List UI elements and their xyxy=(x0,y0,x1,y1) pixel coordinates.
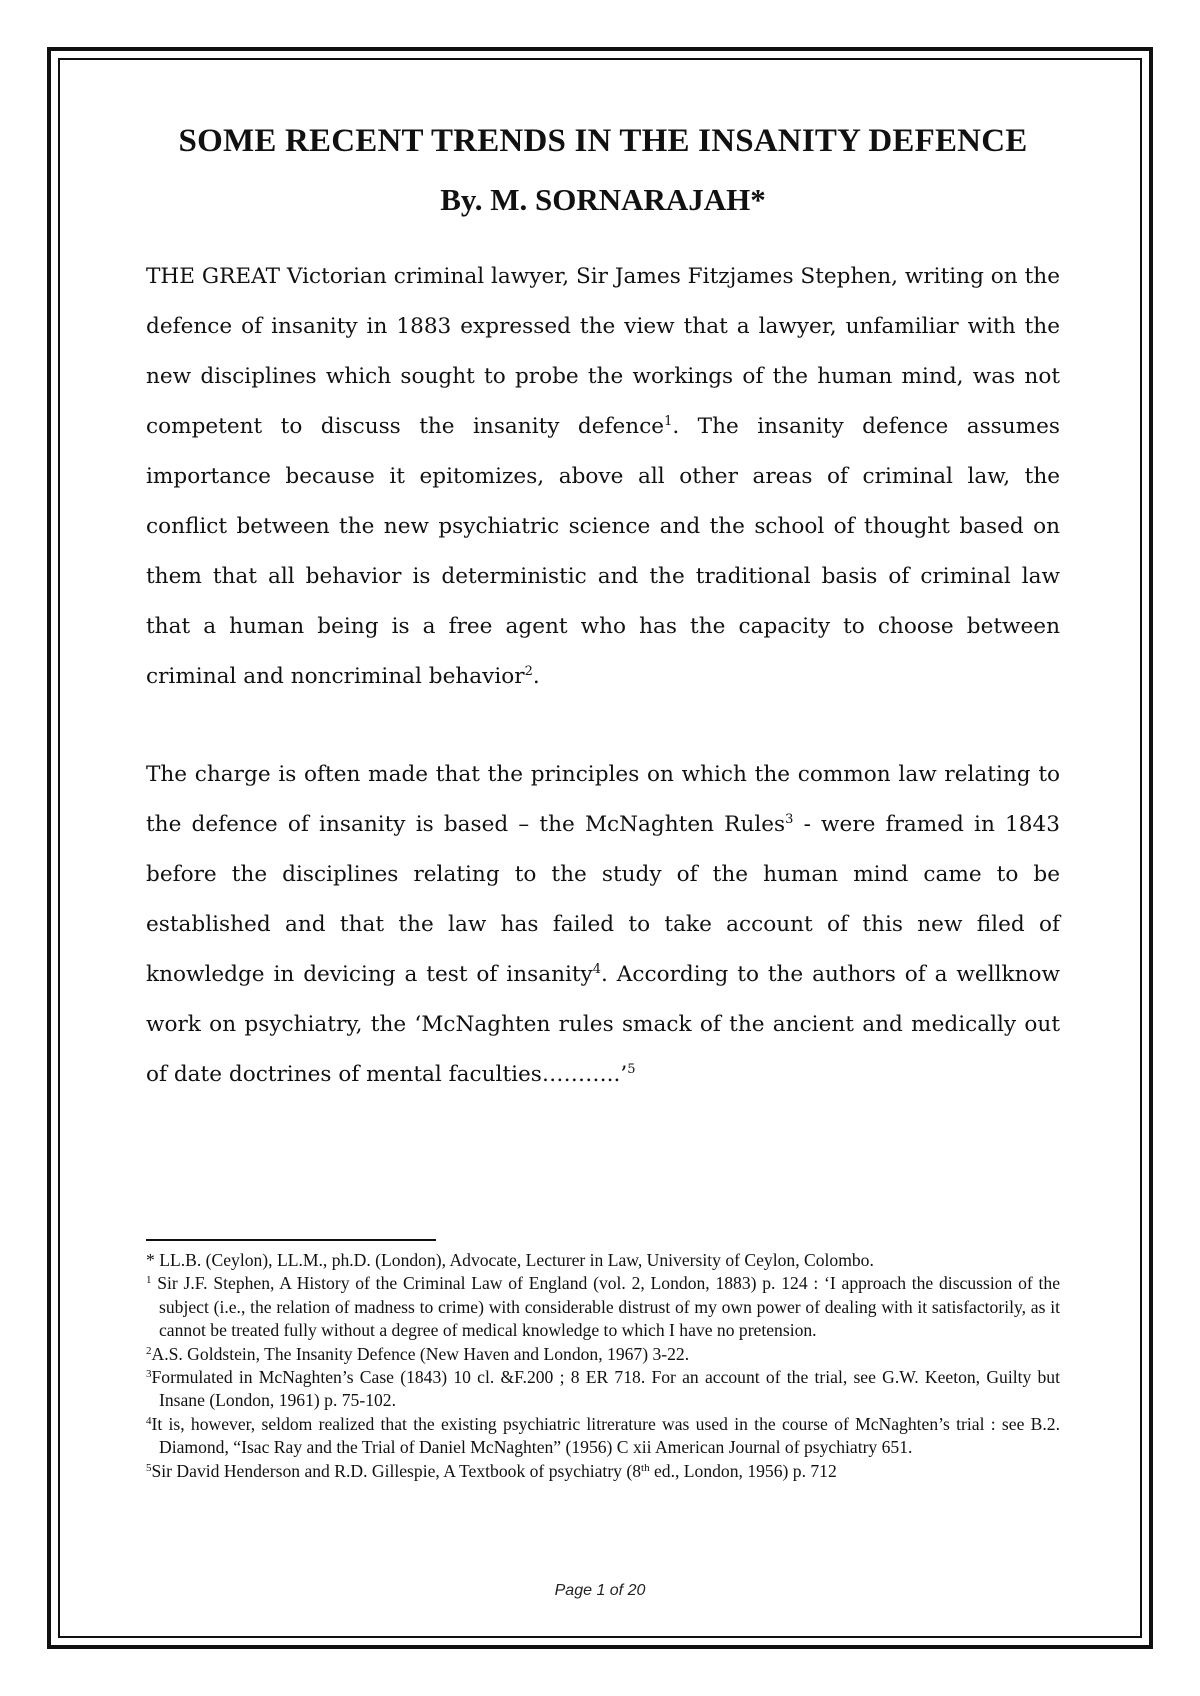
footnote-mark: 4 xyxy=(146,1414,152,1427)
footnote-separator xyxy=(146,1239,436,1241)
paragraph-1 xyxy=(146,252,1060,702)
footnote-author xyxy=(146,1249,1060,1272)
footnote-ref-2[interactable]: 2 xyxy=(524,664,533,679)
footnote-text-a: Sir David Henderson and R.D. Gillespie, A Textbook of psychiatry (8 xyxy=(151,1460,642,1481)
paragraph-1-text-c: . xyxy=(532,664,540,689)
footnote-mark: 5 xyxy=(146,1461,152,1474)
footnotes xyxy=(146,1249,1060,1483)
paragraph-1-text-b: . The insanity defence assumes importance because it epitomizes, above all other areas of criminal law, the conflict between the new psychiatric science and the school of thought based on them that all behavior is deterministic and the traditional basis of criminal law that a human being is a free agent who has the capacity to choose between criminal and noncriminal behavior xyxy=(146,414,1060,689)
page-number-footer: Page 1 of 20 xyxy=(554,1582,646,1599)
footnote-text: Formulated in McNaghten’s Case (1843) 10 cl. &F.200 ; 8 ER 718. For an account of the trial, see G.W. Keeton, Guilty but Insane (London, 1961) p. 75-102. xyxy=(151,1367,1060,1411)
footnote-5 xyxy=(146,1460,1060,1483)
footnote-mark: 2 xyxy=(146,1344,152,1357)
paragraph-1-text-a: THE GREAT Victorian criminal lawyer, Sir James Fitzjames Stephen, writing on the defence of insanity in 1883 expressed the view that a lawyer, unfamiliar with the new disciplines which sought to probe the workings of the human mind, was not competent to discuss the insanity defence xyxy=(146,264,1060,439)
footnote-text: It is, however, seldom realized that the existing psychiatric litrerature was used in the course of McNaghten’s trial : see B.2. Diamond, “Isac Ray and the Trial of Daniel McNaghten” (1956) C xii American Journal of psychiatry 651. xyxy=(151,1413,1060,1458)
footnote-ordinal-suffix: th xyxy=(641,1461,650,1474)
footnote-4 xyxy=(146,1413,1060,1460)
footnote-ref-1[interactable]: 1 xyxy=(664,414,673,429)
author-byline: By. M. SORNARAJAH* xyxy=(440,182,766,217)
document-body xyxy=(146,108,1060,1100)
footnote-mark: 1 xyxy=(146,1274,152,1287)
document-title: SOME RECENT TRENDS IN THE INSANITY DEFENCE xyxy=(178,123,1028,159)
footnote-2 xyxy=(146,1343,1060,1366)
footnote-1 xyxy=(146,1272,1060,1342)
paragraph-2-text-c: . According to the authors of a wellknow work on psychiatry, the ‘McNaghten rules smack of the ancient and medically out of date doctrines of mental faculties………..’ xyxy=(146,962,1060,1087)
footnote-3 xyxy=(146,1366,1060,1413)
paragraph-2-text-b: - were framed in 1843 before the disciplines relating to the study of the human mind came to be established and that the law has failed to take account of this new filed of knowledge in devicing a test of insanity xyxy=(146,812,1061,987)
footnote-mark: 3 xyxy=(146,1368,152,1381)
footnote-ref-5[interactable]: 5 xyxy=(627,1062,636,1077)
footnote-text: Sir J.F. Stephen, A History of the Criminal Law of England (vol. 2, London, 1883) p. 124 : ‘I approach the discussion of the subject (i.e., the relation of madness to crime) with considerable distrust of my own power of dealing with it satisfactorily, as it cannot be treated fully without a degree of medical knowledge to which I have no pretension. xyxy=(151,1273,1060,1341)
footnote-ref-3[interactable]: 3 xyxy=(785,812,794,827)
paragraph-2-text-a: The charge is often made that the principles on which the common law relating to the defence of insanity is based – the McNaghten Rules xyxy=(146,762,1060,837)
footnote-mark: * xyxy=(146,1250,155,1270)
paragraph-2 xyxy=(146,750,1060,1100)
footnote-text: A.S. Goldstein, The Insanity Defence (New Haven and London, 1967) 3-22. xyxy=(151,1343,690,1364)
footnote-text: LL.B. (Ceylon), LL.M., ph.D. (London), Advocate, Lecturer in Law, University of Ceylon, Colombo. xyxy=(154,1250,874,1270)
footnote-text-b: ed., London, 1956) p. 712 xyxy=(649,1460,837,1481)
footnote-ref-4[interactable]: 4 xyxy=(592,962,602,977)
